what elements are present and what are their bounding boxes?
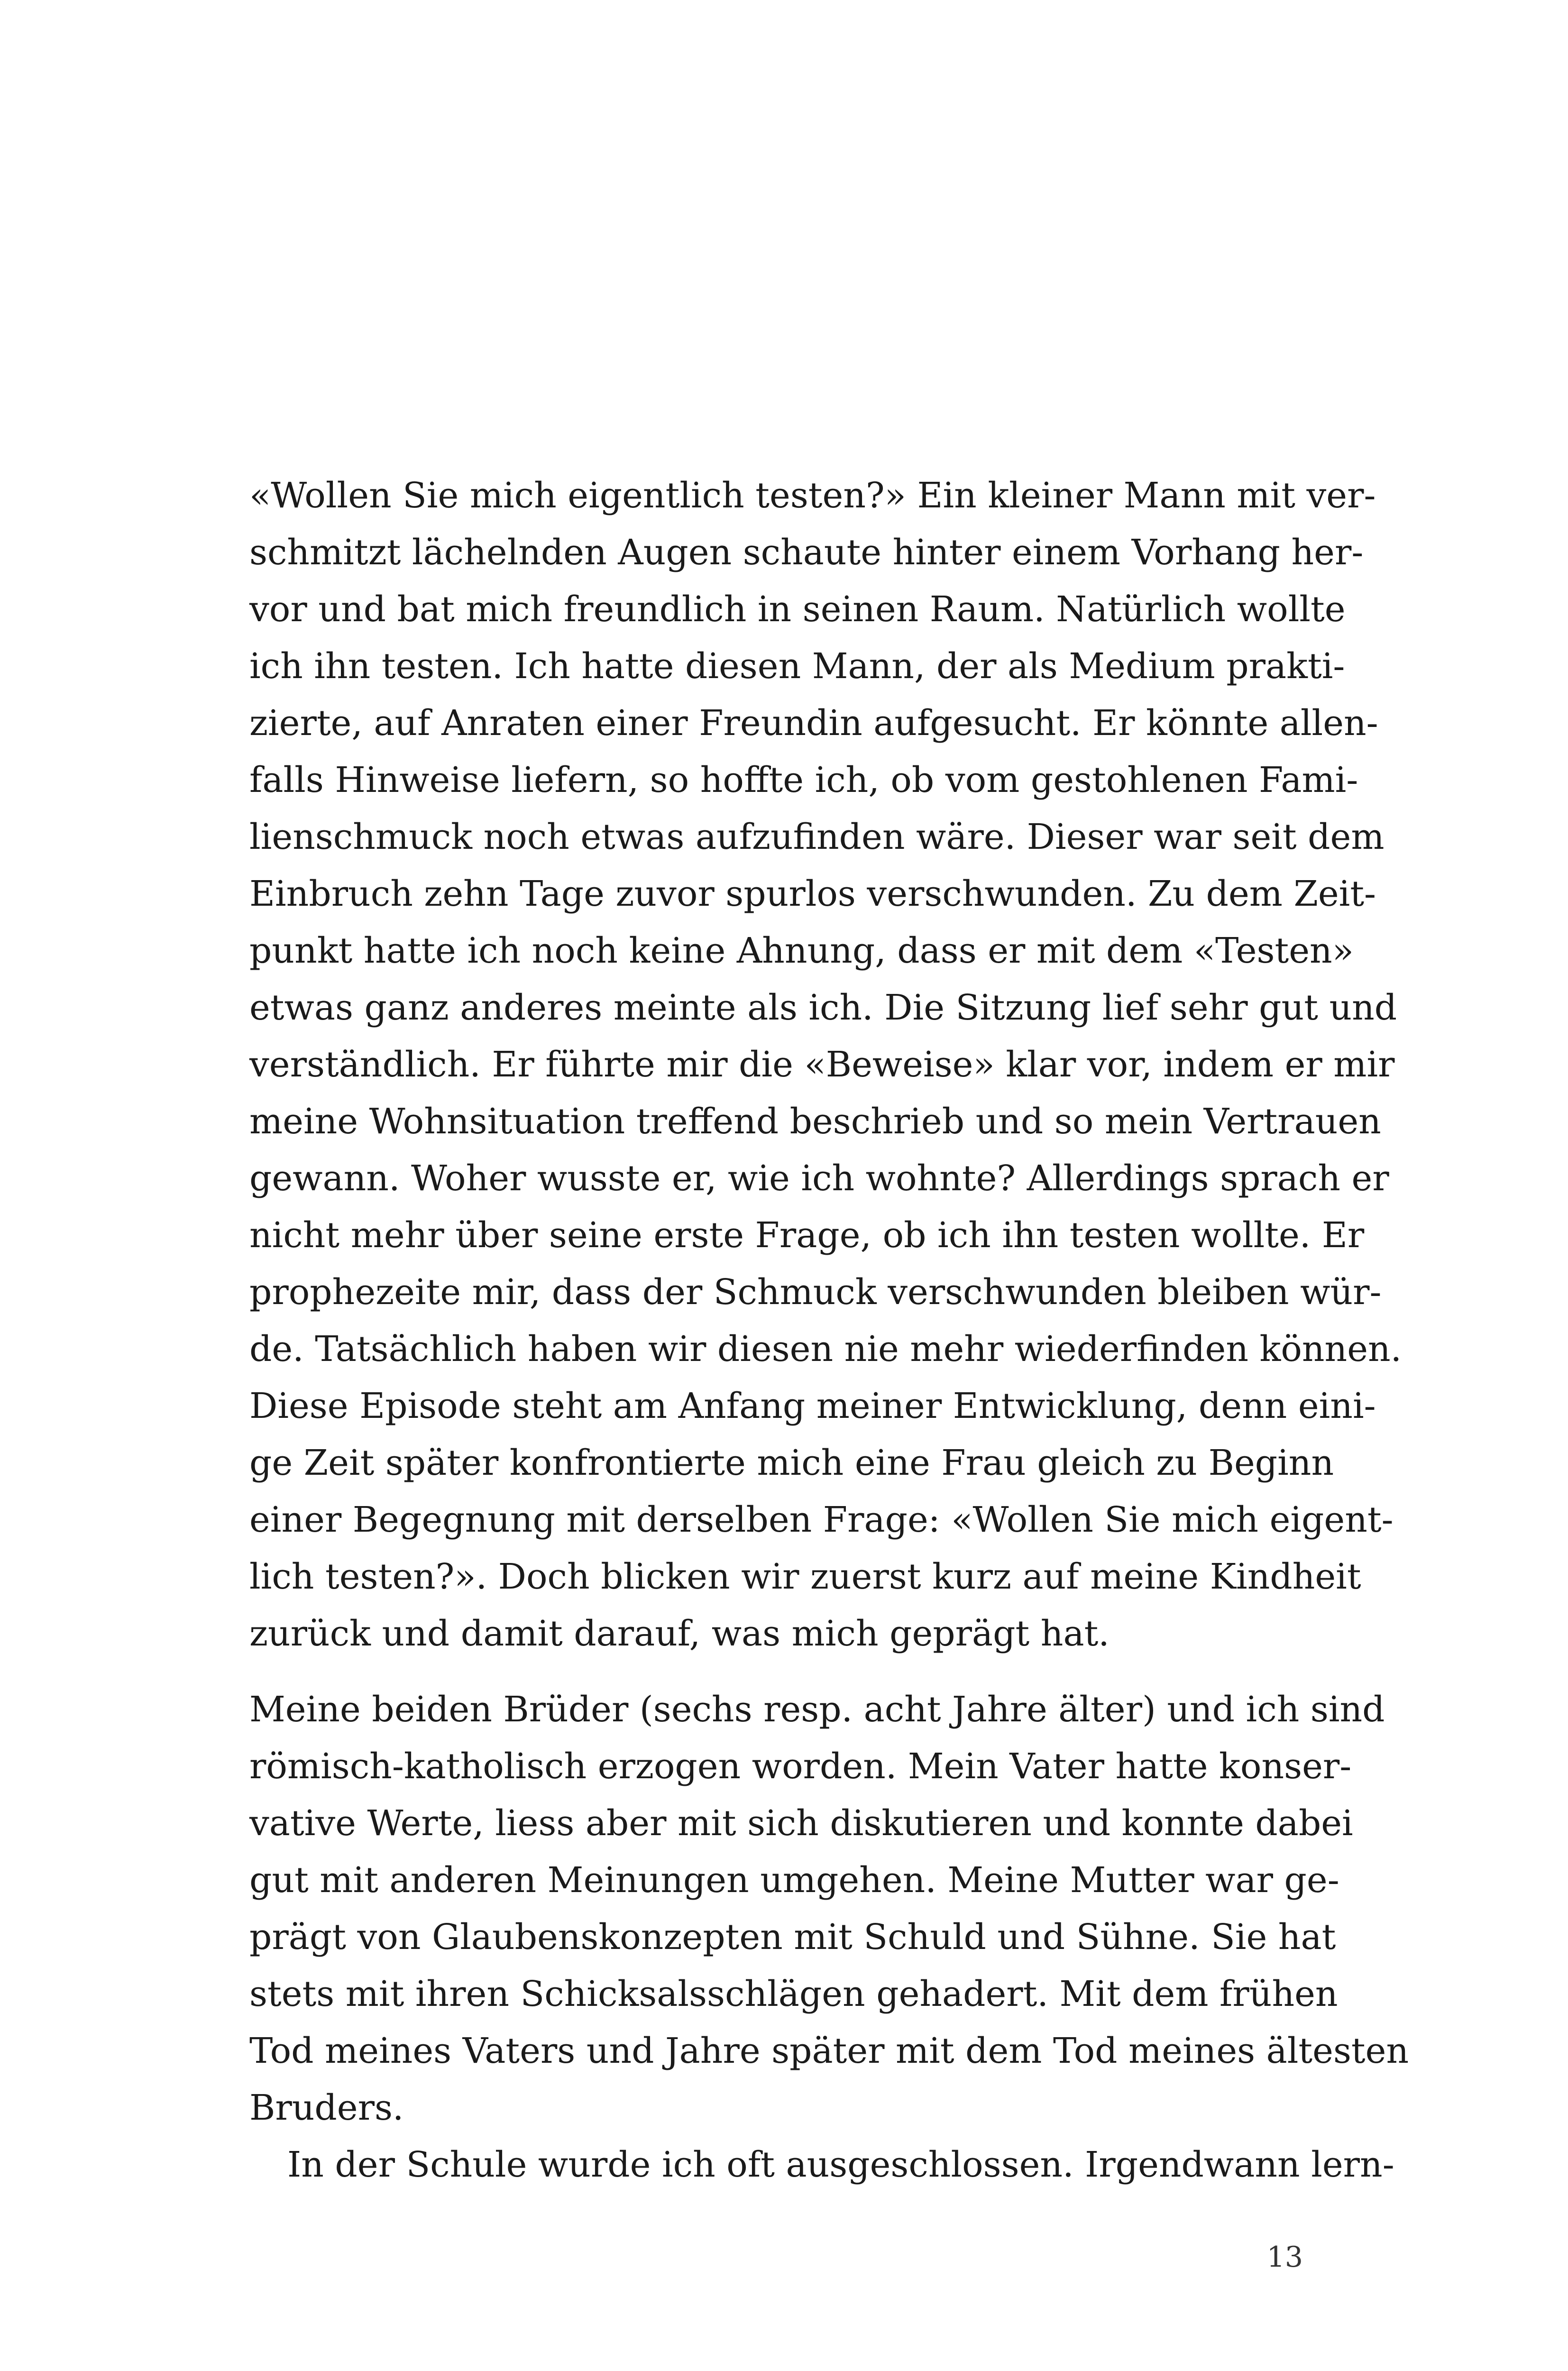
text-line: zurück und damit darauf, was mich geprägt hat. xyxy=(249,1613,1110,1654)
text-line: nicht mehr über seine erste Frage, ob ich ihn testen wollte. Er xyxy=(249,1215,1365,1256)
text-line: gut mit anderen Meinungen umgehen. Meine Mutter war ge- xyxy=(249,1860,1339,1901)
text-line: Tod meines Vaters und Jahre später mit dem Tod meines ältesten xyxy=(249,2031,1409,2071)
text-line: schmitzt lächelnden Augen schaute hinter einem Vorhang her- xyxy=(249,532,1364,573)
text-line: punkt hatte ich noch keine Ahnung, dass er mit dem «Testen» xyxy=(249,930,1354,971)
page-number: 13 xyxy=(1266,2241,1303,2274)
text-line: Diese Episode steht am Anfang meiner Entwicklung, denn eini- xyxy=(249,1386,1376,1426)
text-line: de. Tatsächlich haben wir diesen nie mehr wiederfinden können. xyxy=(249,1329,1402,1369)
text-line: verständlich. Er führte mir die «Beweise» klar vor, indem er mir xyxy=(249,1044,1395,1085)
text-line: Bruders. xyxy=(249,2087,404,2128)
text-line: Meine beiden Brüder (sechs resp. acht Jahre älter) und ich sind xyxy=(249,1689,1385,1730)
text-line: vative Werte, liess aber mit sich diskutieren und konnte dabei xyxy=(249,1803,1353,1844)
text-line: falls Hinweise liefern, so hoffte ich, ob vom gestohlenen Fami- xyxy=(249,760,1358,800)
paragraph-intro xyxy=(249,467,1402,1662)
paragraph-family xyxy=(249,1681,1409,2193)
text-line: «Wollen Sie mich eigentlich testen?» Ein kleiner Mann mit ver- xyxy=(249,475,1376,516)
text-line: ge Zeit später konfrontierte mich eine Frau gleich zu Beginn xyxy=(249,1443,1334,1483)
text-line: prägt von Glaubenskonzepten mit Schuld und Sühne. Sie hat xyxy=(249,1917,1336,1957)
text-line: ich ihn testen. Ich hatte diesen Mann, der als Medium prakti- xyxy=(249,646,1345,687)
text-line: prophezeite mir, dass der Schmuck verschwunden bleiben wür- xyxy=(249,1272,1382,1313)
text-line: gewann. Woher wusste er, wie ich wohnte? Allerdings sprach er xyxy=(249,1158,1389,1199)
text-line: meine Wohnsituation treffend beschrieb und so mein Vertrauen xyxy=(249,1101,1381,1142)
text-line: vor und bat mich freundlich in seinen Raum. Natürlich wollte xyxy=(249,589,1346,630)
text-line: lienschmuck noch etwas aufzufinden wäre. Dieser war seit dem xyxy=(249,817,1385,857)
text-line: lich testen?». Doch blicken wir zuerst kurz auf meine Kindheit xyxy=(249,1556,1361,1597)
text-line: einer Begegnung mit derselben Frage: «Wollen Sie mich eigent- xyxy=(249,1499,1394,1540)
text-line: Einbruch zehn Tage zuvor spurlos verschwunden. Zu dem Zeit- xyxy=(249,873,1376,914)
text-line: stets mit ihren Schicksalsschlägen gehadert. Mit dem frühen xyxy=(249,1974,1338,2014)
text-line: In der Schule wurde ich oft ausgeschlossen. Irgendwann lern- xyxy=(287,2144,1394,2185)
text-line: etwas ganz anderes meinte als ich. Die Sitzung lief sehr gut und xyxy=(249,987,1397,1028)
text-line: römisch-katholisch erzogen worden. Mein Vater hatte konser- xyxy=(249,1746,1352,1787)
text-line: zierte, auf Anraten einer Freundin aufgesucht. Er könnte allen- xyxy=(249,703,1378,744)
